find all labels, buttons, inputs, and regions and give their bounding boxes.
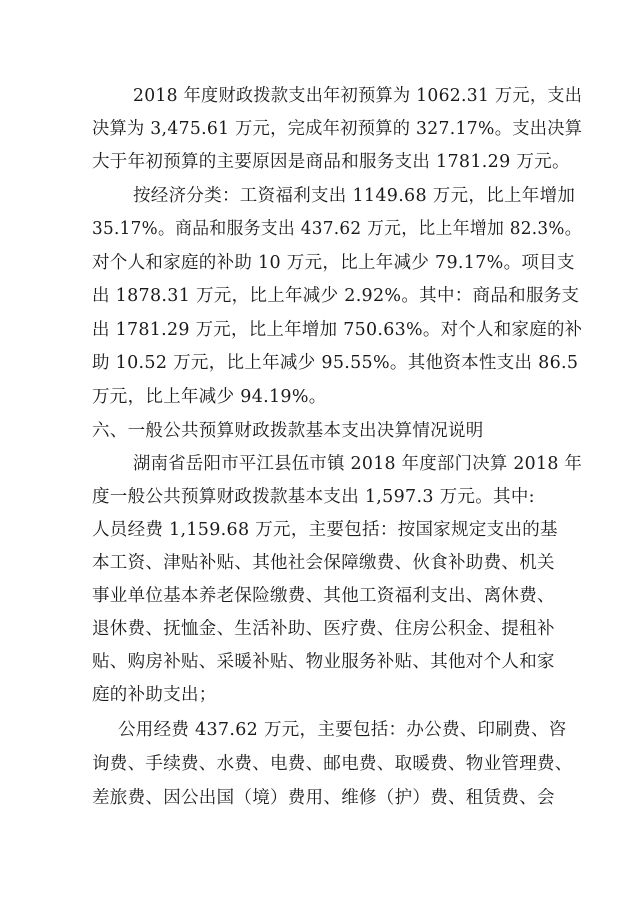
text-line: 湖南省岳阳市平江县伍市镇 2018 年度部门决算 2018 年 (133, 454, 583, 474)
text-line: 助 10.52 万元，比上年减少 95.55%。其他资本性支出 86.5 (92, 353, 579, 373)
text-line: 公用经费 437.62 万元，主要包括：办公费、印刷费、咨 (118, 720, 567, 740)
text-line: 出 1878.31 万元，比上年减少 2.92%。其中：商品和服务支 (92, 286, 580, 306)
text-line: 贴、购房补贴、采暖补贴、物业服务补贴、其他对个人和家 (92, 652, 555, 672)
text-line: 询费、手续费、水费、电费、邮电费、取暖费、物业管理费、 (92, 754, 573, 774)
text-line: 退休费、抚恤金、生活补助、医疗费、住房公积金、提租补 (92, 619, 555, 639)
text-line: 决算为 3,475.61 万元，完成年初预算的 327.17%。支出决算 (92, 119, 583, 139)
text-line: 人员经费 1,159.68 万元，主要包括：按国家规定支出的基 (92, 520, 558, 540)
text-line: 差旅费、因公出国（境）费用、维修（护）费、租赁费、会 (92, 788, 555, 808)
text-line: 对个人和家庭的补助 10 万元，比上年减少 79.17%。项目支 (92, 253, 575, 273)
text-line: 2018 年度财政拨款支出年初预算为 1062.31 万元，支出 (133, 86, 583, 106)
text-line: 事业单位基本养老保险缴费、其他工资福利支出、离休费、 (92, 586, 555, 606)
text-line: 本工资、津贴补贴、其他社会保障缴费、伙食补助费、机关 (92, 553, 555, 573)
text-line: 出 1781.29 万元，比上年增加 750.63%。对个人和家庭的补 (92, 320, 583, 340)
text-line: 35.17%。商品和服务支出 437.62 万元，比上年增加 82.3%。 (92, 219, 582, 239)
section-heading: 六、一般公共预算财政拨款基本支出决算情况说明 (92, 421, 484, 441)
text-line: 庭的补助支出； (92, 685, 217, 705)
text-line: 大于年初预算的主要原因是商品和服务支出 1781.29 万元。 (92, 152, 570, 172)
text-line: 度一般公共预算财政拨款基本支出 1,597.3 万元。其中: (92, 487, 535, 507)
text-line: 万元，比上年减少 94.19%。 (92, 387, 327, 407)
text-line: 按经济分类：工资福利支出 1149.68 万元，比上年增加 (133, 186, 576, 206)
